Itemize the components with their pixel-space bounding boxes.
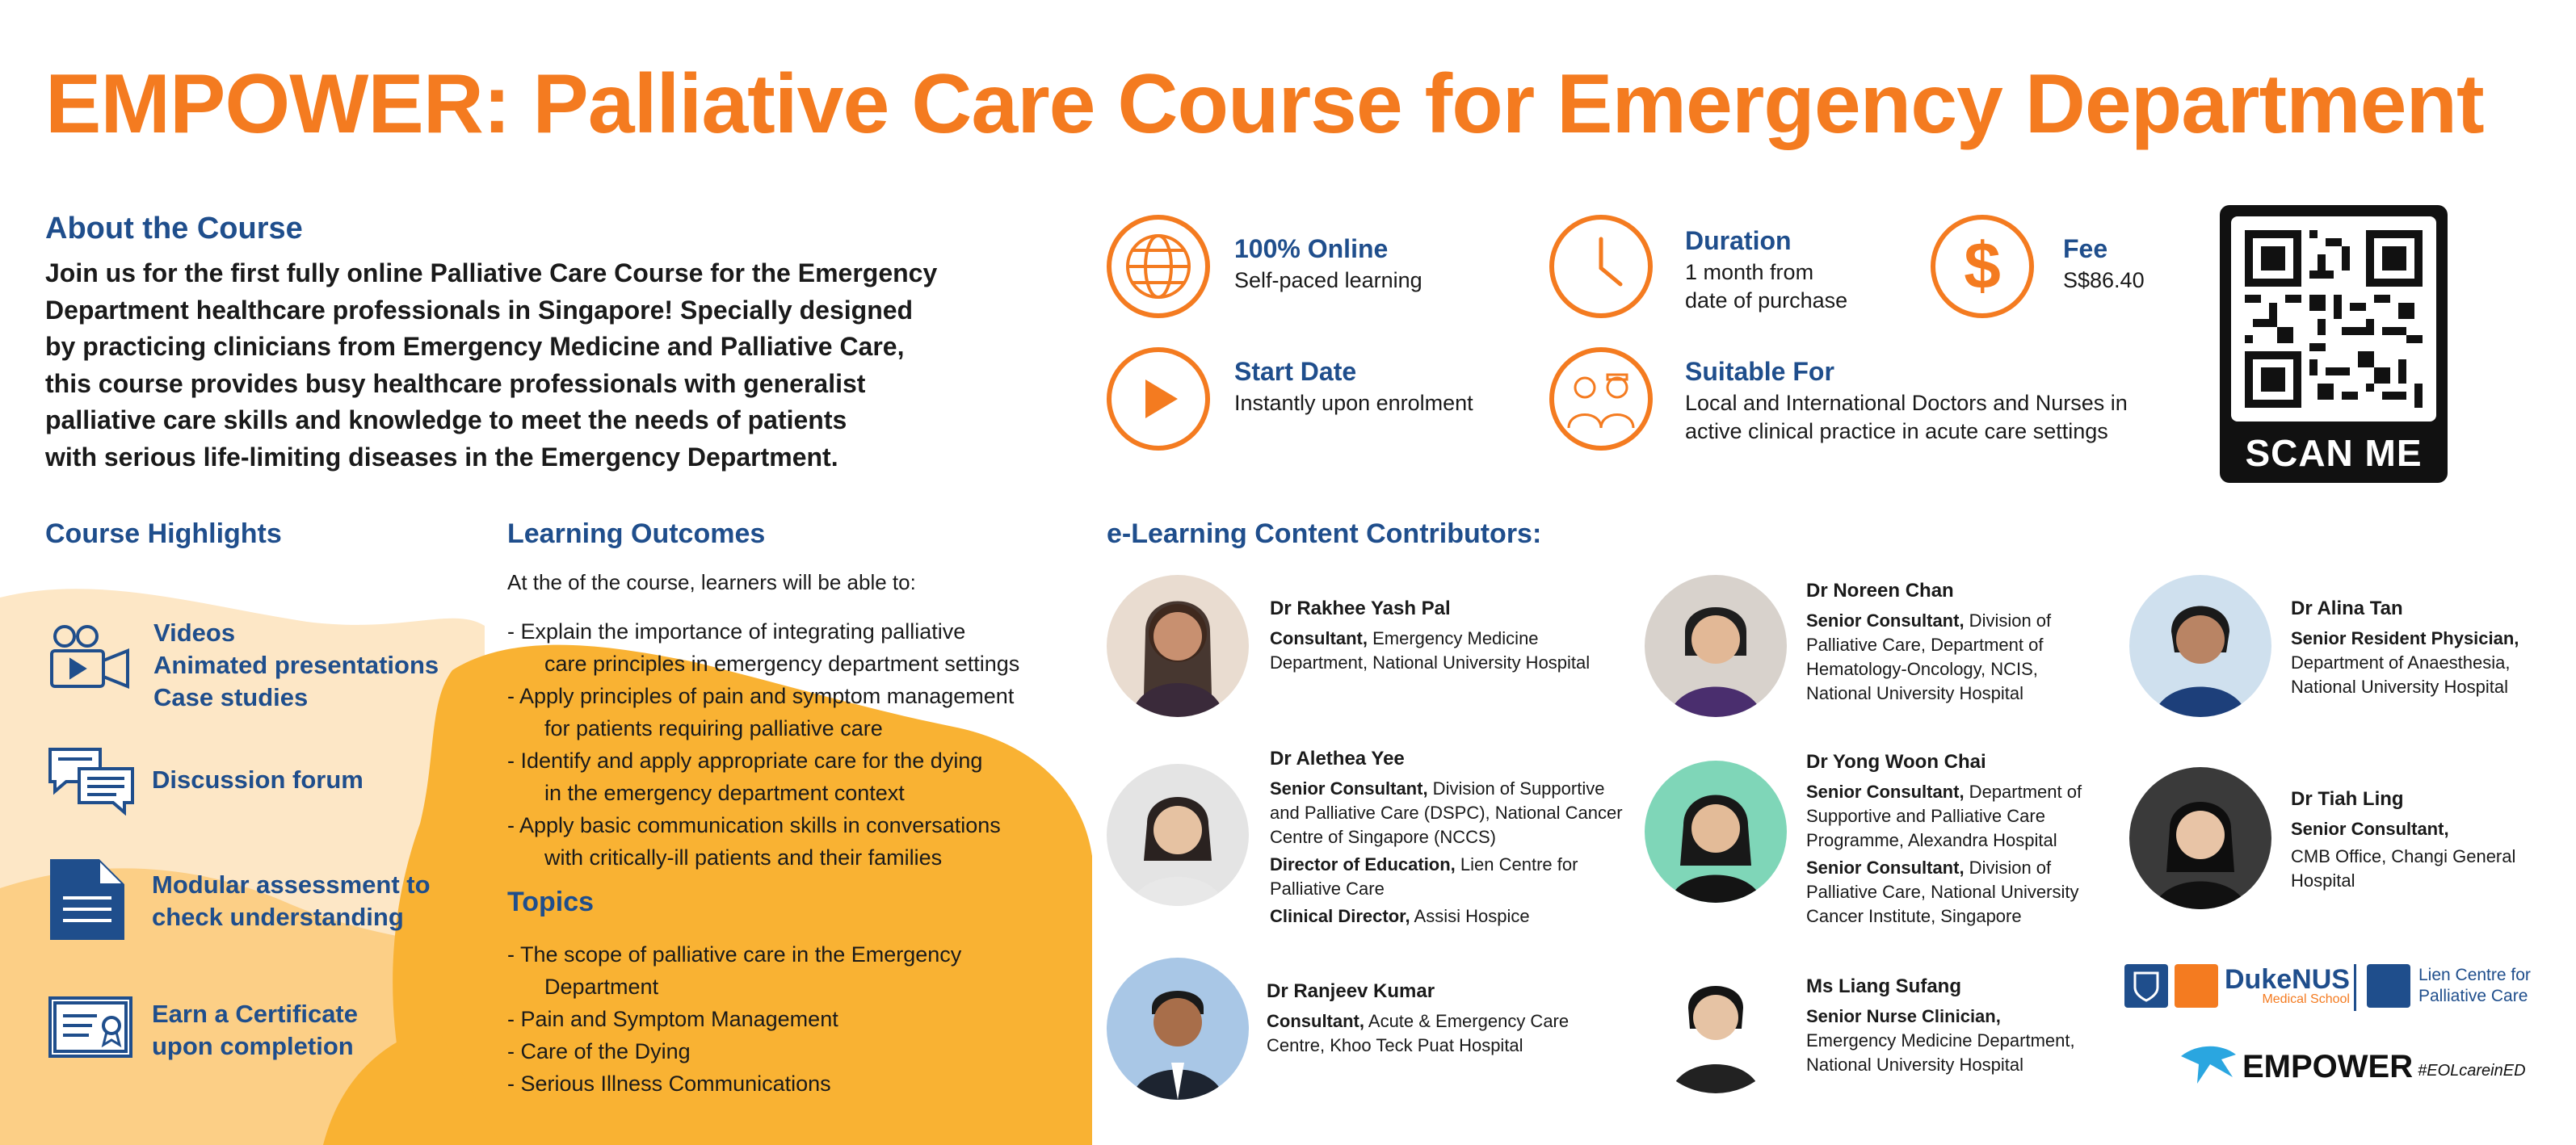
avatar [2129, 575, 2271, 717]
lien-centre-logo [2367, 964, 2531, 1008]
contributor-line: Palliative Care, National University [1806, 882, 2079, 902]
list-item-line: - The scope of palliative care in the Emergency [507, 942, 962, 967]
list-item-line: Department [544, 975, 659, 999]
empower-logo [2181, 1040, 2526, 1085]
duke-shield-icon [2124, 964, 2168, 1008]
contributor-line: Programme, Alexandra Hospital [1806, 830, 2057, 850]
fee-title: Fee [2063, 234, 2108, 263]
highlight-line: Videos [153, 619, 236, 647]
empower-logo-text: EMPOWER [2242, 1049, 2414, 1084]
contributor-role-rest: Assisi Hospice [1410, 906, 1530, 926]
list-item-line: - Serious Illness Communications [507, 1072, 831, 1096]
contributor-role: Senior Nurse Clinician, [1806, 1006, 2001, 1026]
outcomes-list [507, 615, 1089, 874]
contributor-line: Emergency Medicine Department, [1806, 1030, 2075, 1051]
contributor-role: Senior Consultant, [1806, 858, 1965, 878]
contributor-role-rest: Acute & Emergency Care [1364, 1011, 1570, 1031]
logo-divider [2354, 964, 2356, 1011]
contributor-line: Palliative Care, Department of [1806, 635, 2044, 655]
outcomes-intro: At the of the course, learners will be able to: [507, 570, 916, 594]
contributor-line: Cancer Institute, Singapore [1806, 906, 2022, 926]
contributor-role-rest: Lien Centre for [1455, 854, 1578, 874]
list-item-line: care principles in emergency department settings [544, 652, 1020, 676]
contributor-line: Centre, Khoo Teck Puat Hospital [1267, 1035, 1523, 1055]
about-line: by practicing clinicians from Emergency Medicine and Palliative Care, [45, 332, 905, 361]
globe-icon [1107, 215, 1210, 318]
highlight-line: Case studies [153, 683, 309, 711]
contributor-line: Palliative Care [1270, 879, 1385, 899]
contributor-desc [2291, 627, 2565, 699]
highlight-assessment [152, 869, 431, 933]
contributor-role-rest: Division of Supportive [1427, 778, 1605, 799]
duration-line: 1 month from [1685, 260, 1814, 284]
contributor-line: CMB Office, Changi General [2291, 846, 2516, 866]
topics-list [507, 938, 1089, 1100]
list-item-line: - Apply principles of pain and symptom management [507, 684, 1015, 708]
empower-hashtag: #EOLcareinED [2418, 1062, 2526, 1080]
contributor-line: National University Hospital [1806, 1055, 2023, 1075]
list-item-line: - Explain the importance of integrating palliative [507, 619, 966, 644]
contributor-name: Ms Liang Sufang [1806, 975, 1961, 997]
topics-heading: Topics [507, 887, 595, 917]
contributor-line: Supportive and Palliative Care [1806, 806, 2045, 826]
list-item [507, 680, 1089, 744]
highlights-heading: Course Highlights [45, 518, 282, 549]
avatar [2129, 767, 2271, 909]
contributor-role-rest: Department of [1964, 782, 2082, 802]
list-item-line: with critically-ill patients and their families [544, 845, 943, 870]
contributor-role-rest: Division of [1964, 858, 2052, 878]
contributor-role-rest: Division of [1964, 610, 2052, 631]
list-item [507, 809, 1089, 874]
contributor-desc [1806, 609, 2129, 706]
contributor-line: National University Hospital [1806, 683, 2023, 703]
contributor-role: Senior Consultant, [1270, 778, 1428, 799]
list-item [507, 615, 1089, 680]
suitable-text [1685, 389, 2128, 446]
avatar [1107, 764, 1249, 906]
contributor-desc [1270, 627, 1641, 675]
contributor-role: Senior Consultant, [1806, 782, 1965, 802]
start-text: Instantly upon enrolment [1234, 391, 1473, 415]
avatar [1645, 761, 1787, 903]
list-item-line: - Pain and Symptom Management [507, 1007, 838, 1031]
online-title: 100% Online [1234, 234, 1389, 263]
contributor-name: Dr Ranjeev Kumar [1267, 980, 1435, 1002]
lien-logo-line: Lien Centre for [2418, 966, 2531, 984]
page-title: EMPOWER: Palliative Care Course for Emergency Department [45, 57, 2484, 151]
clock-icon [1549, 215, 1653, 318]
contributor-role: Consultant, [1267, 1011, 1364, 1031]
contributor-name: Dr Tiah Ling [2291, 788, 2404, 810]
contributor-role: Clinical Director, [1270, 906, 1410, 926]
highlight-line: check understanding [152, 903, 404, 931]
about-paragraph [45, 255, 1055, 476]
duration-text [1685, 258, 1847, 315]
highlight-line: Modular assessment to [152, 870, 431, 899]
avatar [1645, 575, 1787, 717]
list-item [507, 1067, 1089, 1100]
duration-line: date of purchase [1685, 288, 1848, 312]
contributor-desc [2291, 817, 2565, 893]
list-item [507, 744, 1089, 809]
document-icon [48, 858, 126, 942]
list-item-line: - Care of the Dying [507, 1039, 691, 1063]
highlight-line: Discussion forum [152, 765, 363, 794]
contributor-desc [1267, 1009, 1638, 1058]
qr-code-box[interactable] [2220, 205, 2448, 483]
highlight-forum [152, 764, 363, 796]
doctor-nurse-icon [1549, 347, 1653, 451]
list-item-line: - Apply basic communication skills in conversations [507, 813, 1001, 837]
fee-text: S$86.40 [2063, 268, 2145, 292]
contributors-heading: e-Learning Content Contributors: [1107, 518, 1542, 549]
about-line: palliative care skills and knowledge to meet the needs of patients [45, 405, 847, 434]
duke-logo-text: DukeNUS [2225, 964, 2350, 995]
chat-icon [47, 746, 136, 816]
bird-icon [2181, 1040, 2238, 1085]
about-line: Department healthcare professionals in Singapore! Specially designed [45, 295, 914, 325]
qr-label: SCAN ME [2245, 432, 2423, 474]
contributor-name: Dr Noreen Chan [1806, 580, 1954, 602]
highlight-videos [153, 617, 439, 714]
list-item [507, 938, 1089, 1003]
lien-logo-line: Palliative Care [2418, 987, 2528, 1005]
list-item [507, 1035, 1089, 1067]
list-item-line: for patients requiring palliative care [544, 716, 883, 740]
highlight-line: upon completion [152, 1032, 354, 1060]
about-line: with serious life-limiting diseases in the Emergency Department. [45, 442, 838, 472]
contributor-role: Senior Consultant, [2291, 819, 2449, 839]
highlight-certificate [152, 998, 358, 1063]
contributor-line: and Palliative Care (DSPC), National Cancer [1270, 803, 1623, 823]
contributor-line: Department, National University Hospital [1270, 652, 1591, 673]
avatar [1107, 958, 1249, 1100]
contributor-role-rest: Emergency Medicine [1368, 628, 1539, 648]
contributor-line: Hematology-Oncology, NCIS, [1806, 659, 2038, 679]
online-text: Self-paced learning [1234, 268, 1422, 292]
list-item [507, 1003, 1089, 1035]
contributor-role: Senior Resident Physician, [2291, 628, 2519, 648]
certificate-icon [47, 995, 134, 1059]
contributor-line: Department of Anaesthesia, [2291, 652, 2511, 673]
dollar-icon: $ [1931, 215, 2034, 318]
highlight-line: Earn a Certificate [152, 1000, 358, 1028]
contributor-line: Hospital [2291, 870, 2355, 891]
suitable-line: active clinical practice in acute care settings [1685, 419, 2108, 443]
play-icon [1107, 347, 1210, 451]
duration-title: Duration [1685, 226, 1792, 255]
video-icon [48, 622, 132, 691]
list-item-line: - Identify and apply appropriate care for the dying [507, 749, 983, 773]
contributor-name: Dr Yong Woon Chai [1806, 751, 1986, 773]
contributor-role: Consultant, [1270, 628, 1368, 648]
contributor-role: Director of Education, [1270, 854, 1456, 874]
contributor-name: Dr Alethea Yee [1270, 748, 1405, 770]
contributor-name: Dr Rakhee Yash Pal [1270, 598, 1451, 619]
about-line: this course provides busy healthcare professionals with generalist [45, 368, 866, 398]
contributor-line: National University Hospital [2291, 677, 2508, 697]
duke-nus-logo [2124, 964, 2350, 1008]
start-title: Start Date [1234, 357, 1357, 386]
suitable-line: Local and International Doctors and Nurses in [1685, 391, 2128, 415]
avatar [1645, 951, 1787, 1093]
qr-code-icon [2231, 216, 2436, 422]
contributor-name: Dr Alina Tan [2291, 598, 2403, 619]
highlight-line: Animated presentations [153, 651, 439, 679]
contributor-role: Senior Consultant, [1806, 610, 1965, 631]
outcomes-heading: Learning Outcomes [507, 518, 766, 549]
about-line: Join us for the first fully online Palliative Care Course for the Emergency [45, 258, 938, 287]
duke-logo-subtext: Medical School [2262, 992, 2350, 1006]
list-item-line: in the emergency department context [544, 781, 905, 805]
about-heading: About the Course [45, 212, 303, 245]
nus-crest-icon [2175, 964, 2218, 1008]
suitable-title: Suitable For [1685, 357, 1834, 386]
lien-centre-icon [2367, 964, 2410, 1008]
avatar [1107, 575, 1249, 717]
contributor-line: Centre of Singapore (NCCS) [1270, 827, 1497, 847]
contributor-desc [1270, 777, 1641, 929]
contributor-desc [1806, 1004, 2129, 1077]
contributor-desc [1806, 780, 2129, 929]
